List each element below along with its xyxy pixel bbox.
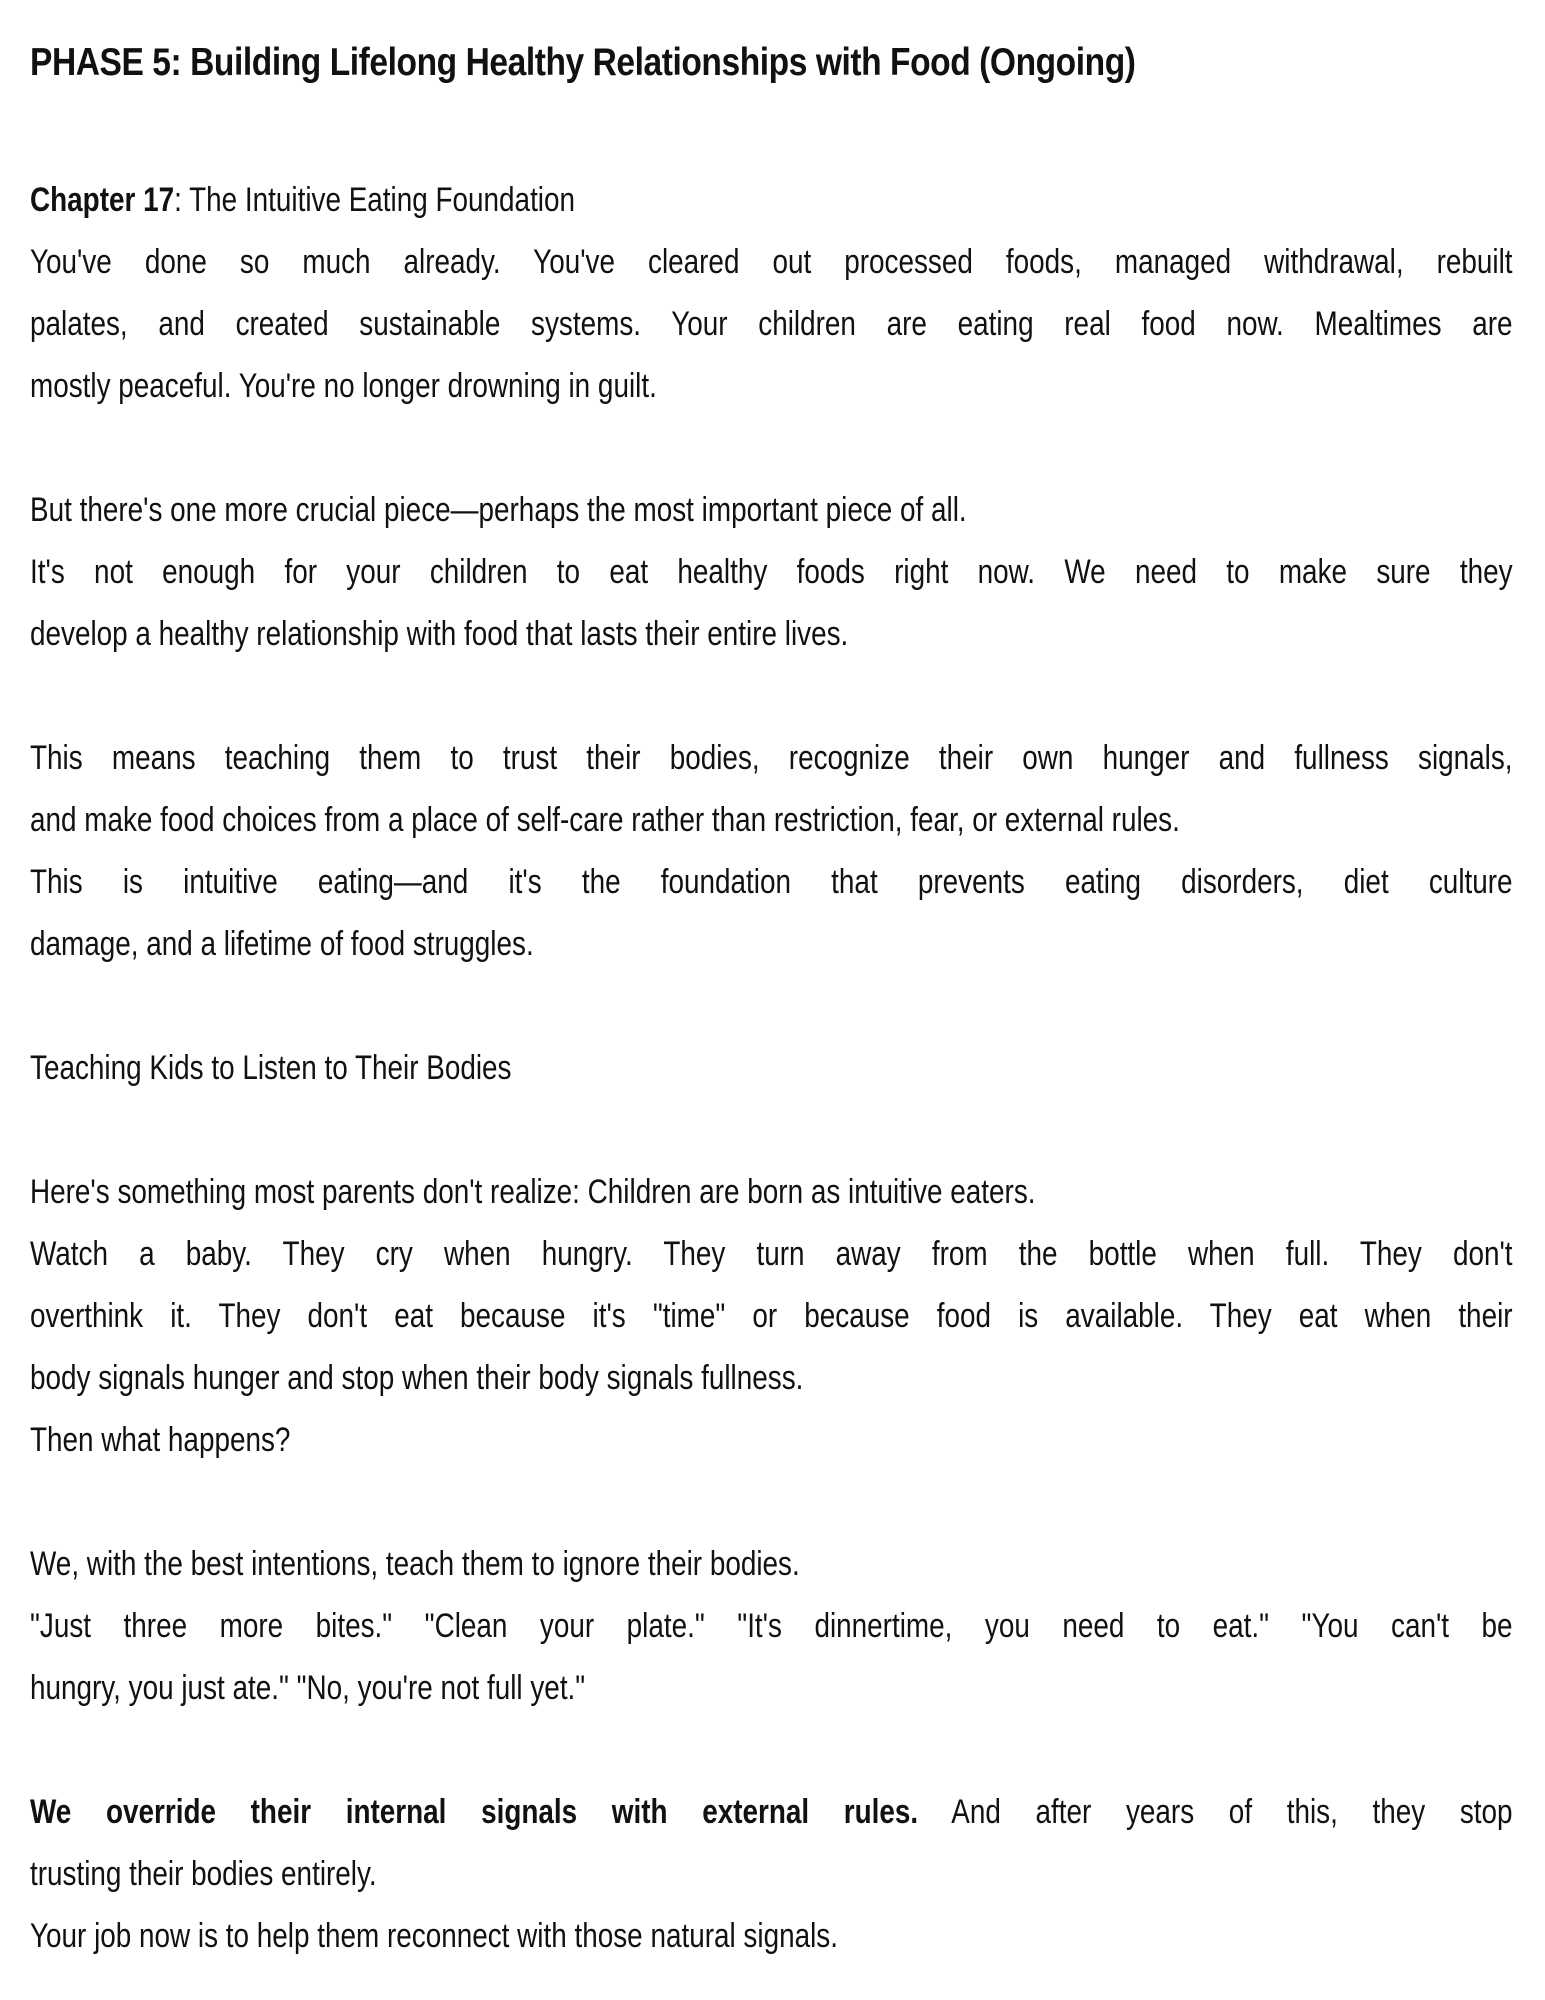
paragraph-line: overthink it. They don't eat because it's "time" or because food is available. They eat when their [30, 1296, 1513, 1335]
paragraph-gap [30, 665, 1513, 727]
paragraph-gap [30, 417, 1513, 479]
phase-title: PHASE 5: Building Lifelong Healthy Relationships with Food (Ongoing) [30, 41, 1136, 84]
chapter-separator: : [174, 180, 190, 219]
paragraph-line: and make food choices from a place of self-care rather than restriction, fear, or external rules. [30, 800, 1180, 839]
emphasis-text: We override their internal signals with external rules. [30, 1792, 919, 1831]
paragraph-gap [30, 1099, 1513, 1161]
paragraph-line: But there's one more crucial piece—perhaps the most important piece of all. [30, 490, 967, 529]
paragraph-line-mixed [30, 1781, 1513, 1843]
paragraph-line: You've done so much already. You've cleared out processed foods, managed withdrawal, rebuilt [30, 242, 1513, 281]
paragraph-gap [30, 1471, 1513, 1533]
paragraph-line: develop a healthy relationship with food that lasts their entire lives. [30, 614, 849, 653]
chapter-label: Chapter 17 [30, 180, 175, 219]
paragraph-line: Here's something most parents don't realize: Children are born as intuitive eaters. [30, 1172, 1036, 1211]
paragraph-line: We, with the best intentions, teach them to ignore their bodies. [30, 1544, 800, 1583]
paragraph-line: Your job now is to help them reconnect with those natural signals. [30, 1916, 838, 1955]
paragraph-line: hungry, you just ate." "No, you're not full yet." [30, 1668, 586, 1707]
paragraph-line: It's not enough for your children to eat healthy foods right now. We need to make sure they [30, 552, 1513, 591]
paragraph-gap [30, 975, 1513, 1037]
paragraph-line: body signals hunger and stop when their body signals fullness. [30, 1358, 804, 1397]
paragraph-line: damage, and a lifetime of food struggles. [30, 924, 534, 963]
document-page [30, 40, 1513, 1967]
paragraph-line: This is intuitive eating—and it's the foundation that prevents eating disorders, diet culture [30, 862, 1513, 901]
paragraph-line: mostly peaceful. You're no longer drowning in guilt. [30, 366, 657, 405]
paragraph-gap [30, 1719, 1513, 1781]
chapter-body [30, 169, 1513, 1967]
paragraph-line: "Just three more bites." "Clean your plate." "It's dinnertime, you need to eat." "You can't be [30, 1606, 1513, 1645]
paragraph-line: trusting their bodies entirely. [30, 1854, 377, 1893]
chapter-heading [30, 169, 1513, 231]
paragraph-line: palates, and created sustainable systems. Your children are eating real food now. Mealtimes are [30, 304, 1513, 343]
section-subheading: Teaching Kids to Listen to Their Bodies [30, 1048, 512, 1087]
paragraph-line: Watch a baby. They cry when hungry. They turn away from the bottle when full. They don't [30, 1234, 1513, 1273]
paragraph-text: And after years of this, they stop [918, 1792, 1513, 1831]
paragraph-line: Then what happens? [30, 1420, 291, 1459]
paragraph-line: This means teaching them to trust their bodies, recognize their own hunger and fullness signals, [30, 738, 1513, 777]
chapter-title: The Intuitive Eating Foundation [189, 180, 576, 219]
